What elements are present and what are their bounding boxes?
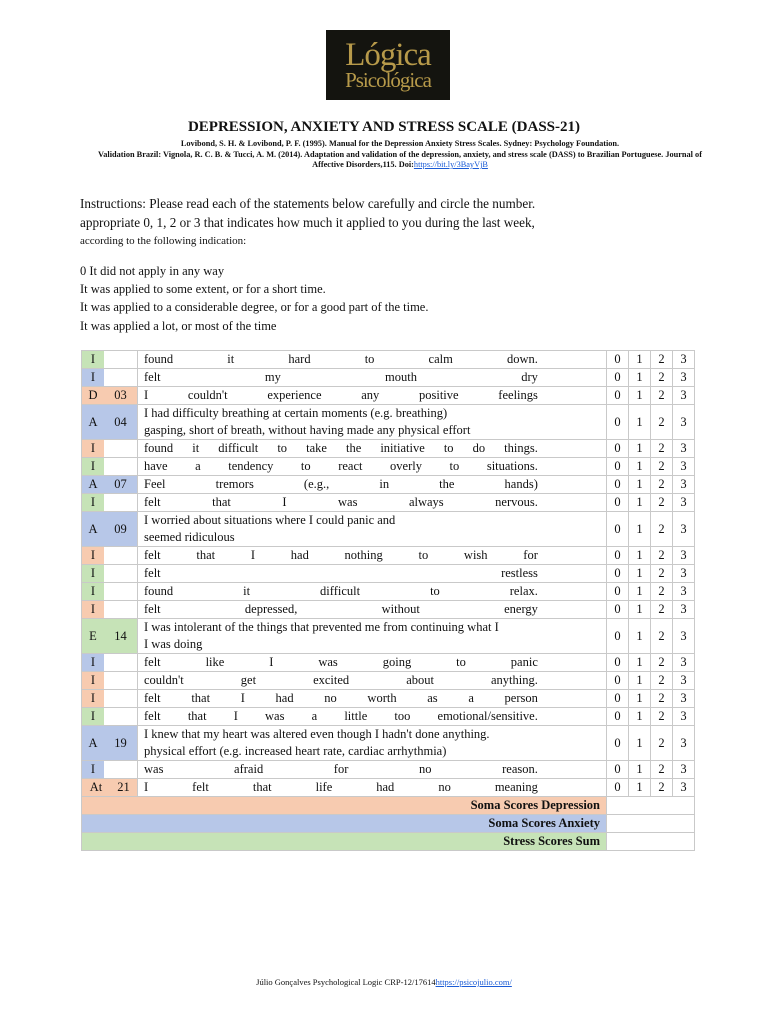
item-code <box>82 601 138 619</box>
answer-option-3[interactable]: 3 <box>673 458 695 476</box>
question-line: have a tendency to react overly to situations. <box>144 459 538 473</box>
score-sum-value[interactable] <box>607 815 695 833</box>
question-text <box>138 672 607 690</box>
question-text <box>138 387 607 405</box>
item-number <box>104 601 137 618</box>
answer-option-3[interactable]: 3 <box>673 565 695 583</box>
item-letter: I <box>82 494 104 511</box>
answer-option-2[interactable]: 2 <box>651 547 673 565</box>
instructions-line-3: according to the following indication: <box>80 235 247 247</box>
answer-option-2[interactable]: 2 <box>651 619 673 654</box>
answer-option-0[interactable]: 0 <box>607 387 629 405</box>
question-text <box>138 690 607 708</box>
answer-option-2[interactable]: 2 <box>651 583 673 601</box>
item-code <box>82 458 138 476</box>
item-code <box>82 690 138 708</box>
answer-option-1[interactable]: 1 <box>629 708 651 726</box>
instructions-line-1: Instructions: Please read each of the statements below carefully and circle the number. <box>80 196 536 211</box>
question-line: felt that I was always nervous. <box>144 495 538 509</box>
answer-option-2[interactable]: 2 <box>651 458 673 476</box>
question-text <box>138 476 607 494</box>
question-row <box>82 583 695 601</box>
question-text <box>138 779 607 797</box>
answer-option-2[interactable]: 2 <box>651 476 673 494</box>
answer-option-1[interactable]: 1 <box>629 405 651 440</box>
answer-option-2[interactable]: 2 <box>651 440 673 458</box>
question-text <box>138 565 607 583</box>
question-text <box>138 583 607 601</box>
answer-option-2[interactable]: 2 <box>651 494 673 512</box>
answer-option-1[interactable]: 1 <box>629 387 651 405</box>
answer-option-3[interactable]: 3 <box>673 619 695 654</box>
answer-option-0[interactable]: 0 <box>607 565 629 583</box>
answer-option-0[interactable]: 0 <box>607 405 629 440</box>
score-sum-row <box>82 815 695 833</box>
item-letter: I <box>82 601 104 618</box>
item-code <box>82 619 138 654</box>
answer-option-2[interactable]: 2 <box>651 761 673 779</box>
item-letter: I <box>82 351 104 368</box>
question-line: felt that I had no worth as a person <box>144 691 538 705</box>
answer-option-3[interactable]: 3 <box>673 690 695 708</box>
item-code <box>82 565 138 583</box>
answer-option-1[interactable]: 1 <box>629 494 651 512</box>
question-line: I had difficulty breathing at certain moments (e.g. breathing) <box>144 406 448 420</box>
question-row <box>82 654 695 672</box>
answer-option-2[interactable]: 2 <box>651 779 673 797</box>
answer-option-1[interactable]: 1 <box>629 672 651 690</box>
answer-option-0[interactable]: 0 <box>607 512 629 547</box>
answer-option-3[interactable]: 3 <box>673 726 695 761</box>
doi-link[interactable]: https://bit.ly/3BayVjB <box>413 160 488 169</box>
answer-option-0[interactable]: 0 <box>607 351 629 369</box>
answer-option-1[interactable]: 1 <box>629 458 651 476</box>
page-title: DEPRESSION, ANXIETY AND STRESS SCALE (DASS-21) <box>187 119 581 135</box>
item-number <box>104 690 137 707</box>
item-code <box>82 369 138 387</box>
question-line: I knew that my heart was altered even though I hadn't done anything. <box>144 727 490 741</box>
answer-option-3[interactable]: 3 <box>673 351 695 369</box>
item-letter: I <box>82 565 104 582</box>
question-text <box>138 369 607 387</box>
reference-line-3 <box>80 160 720 170</box>
logo-line-1: Lógica <box>345 37 431 73</box>
item-number: 09 <box>104 512 137 546</box>
answer-option-3[interactable]: 3 <box>673 494 695 512</box>
item-code <box>82 405 138 440</box>
item-number <box>104 440 137 457</box>
question-text <box>138 708 607 726</box>
score-sum-label: Soma Scores Anxiety <box>82 815 607 833</box>
logo <box>326 30 450 100</box>
answer-option-2[interactable]: 2 <box>651 601 673 619</box>
question-line: felt like I was going to panic <box>144 655 538 669</box>
question-line: felt that I was a little too emotional/sensitive. <box>144 709 538 723</box>
item-letter: I <box>82 369 104 386</box>
question-row <box>82 494 695 512</box>
item-letter: A <box>82 476 104 493</box>
item-number: 03 <box>104 387 137 404</box>
item-number <box>104 708 137 725</box>
answer-option-3[interactable]: 3 <box>673 761 695 779</box>
answer-option-1[interactable]: 1 <box>629 440 651 458</box>
answer-option-2[interactable]: 2 <box>651 726 673 761</box>
score-sum-row <box>82 833 695 851</box>
question-row <box>82 369 695 387</box>
answer-option-3[interactable]: 3 <box>673 369 695 387</box>
item-code <box>82 512 138 547</box>
answer-option-3[interactable]: 3 <box>673 387 695 405</box>
question-line: I worried about situations where I could panic and <box>144 513 396 527</box>
answer-option-1[interactable]: 1 <box>629 619 651 654</box>
question-row <box>82 690 695 708</box>
answer-option-0[interactable]: 0 <box>607 761 629 779</box>
item-code <box>82 761 138 779</box>
answer-option-1[interactable]: 1 <box>629 654 651 672</box>
item-letter: I <box>82 583 104 600</box>
answer-option-3[interactable]: 3 <box>673 405 695 440</box>
score-sum-label: Stress Scores Sum <box>82 833 607 851</box>
question-text <box>138 512 607 547</box>
answer-option-1[interactable]: 1 <box>629 726 651 761</box>
item-number <box>104 761 137 778</box>
question-row <box>82 351 695 369</box>
item-number <box>104 583 137 600</box>
item-code <box>82 351 138 369</box>
item-letter: A <box>82 512 104 546</box>
answer-option-1[interactable]: 1 <box>629 690 651 708</box>
question-text <box>138 440 607 458</box>
answer-option-2[interactable]: 2 <box>651 654 673 672</box>
answer-option-3[interactable]: 3 <box>673 547 695 565</box>
question-line: couldn't get excited about anything. <box>144 673 538 687</box>
item-number: 21 <box>110 779 137 796</box>
item-letter: I <box>82 761 104 778</box>
answer-option-1[interactable]: 1 <box>629 583 651 601</box>
question-line: I was intolerant of the things that prevented me from continuing what I <box>144 620 499 634</box>
question-line: I couldn't experience any positive feelings <box>144 388 538 402</box>
question-line: was afraid for no reason. <box>144 762 538 776</box>
footer-text: Júlio Gonçalves Psychological Logic CRP-12/17614 <box>256 977 436 987</box>
answer-option-0[interactable]: 0 <box>607 440 629 458</box>
answer-option-2[interactable]: 2 <box>651 708 673 726</box>
answer-option-3[interactable]: 3 <box>673 512 695 547</box>
question-line: found it difficult to relax. <box>144 584 538 598</box>
instructions-line-2: appropriate 0, 1, 2 or 3 that indicates how much it applied to you during the last week, <box>80 215 535 230</box>
option-3: It was applied a lot, or most of the time <box>80 318 277 333</box>
answer-option-0[interactable]: 0 <box>607 672 629 690</box>
answer-option-1[interactable]: 1 <box>629 761 651 779</box>
answer-option-3[interactable]: 3 <box>673 654 695 672</box>
question-text <box>138 761 607 779</box>
option-1: It was applied to some extent, or for a short time. <box>80 282 326 297</box>
question-row <box>82 440 695 458</box>
item-letter: I <box>82 654 104 671</box>
answer-option-1[interactable]: 1 <box>629 512 651 547</box>
item-letter: A <box>82 405 104 439</box>
score-sum-label: Soma Scores Depression <box>82 797 607 815</box>
answer-option-3[interactable]: 3 <box>673 601 695 619</box>
item-code <box>82 672 138 690</box>
item-letter: E <box>82 619 104 653</box>
logo-line-2: Psicológica <box>345 68 431 92</box>
item-code <box>82 387 138 405</box>
footer-link[interactable]: https://psicojulio.com/ <box>435 977 512 987</box>
item-code <box>82 476 138 494</box>
answer-option-1[interactable]: 1 <box>629 476 651 494</box>
answer-option-1[interactable]: 1 <box>629 369 651 387</box>
answer-option-2[interactable]: 2 <box>651 512 673 547</box>
question-row <box>82 458 695 476</box>
question-text <box>138 619 607 654</box>
answer-option-0[interactable]: 0 <box>607 726 629 761</box>
item-number <box>104 547 137 564</box>
question-row <box>82 708 695 726</box>
answer-option-0[interactable]: 0 <box>607 619 629 654</box>
item-letter: At <box>82 779 110 796</box>
answer-option-1[interactable]: 1 <box>629 547 651 565</box>
question-row <box>82 565 695 583</box>
item-letter: I <box>82 547 104 564</box>
answer-option-2[interactable]: 2 <box>651 405 673 440</box>
instructions <box>80 194 646 251</box>
question-row <box>82 476 695 494</box>
score-sum-value[interactable] <box>607 833 695 851</box>
item-number <box>104 494 137 511</box>
item-code <box>82 654 138 672</box>
question-line: physical effort (e.g. increased heart rate, cardiac arrhythmia) <box>144 744 447 758</box>
question-row <box>82 405 695 440</box>
question-row <box>82 547 695 565</box>
item-code <box>82 494 138 512</box>
item-number <box>104 654 137 671</box>
question-text <box>138 726 607 761</box>
question-line: gasping, short of breath, without having made any physical effort <box>144 423 471 437</box>
answer-option-0[interactable]: 0 <box>607 654 629 672</box>
question-line: I was doing <box>144 637 203 651</box>
option-0: 0 It did not apply in any way <box>80 264 225 278</box>
item-letter: A <box>82 726 104 760</box>
item-number: 14 <box>104 619 137 653</box>
item-letter: I <box>82 440 104 457</box>
answer-option-3[interactable]: 3 <box>673 779 695 797</box>
answer-option-1[interactable]: 1 <box>629 565 651 583</box>
score-sum-row <box>82 797 695 815</box>
question-text <box>138 458 607 476</box>
answer-option-3[interactable]: 3 <box>673 672 695 690</box>
answer-option-1[interactable]: 1 <box>629 601 651 619</box>
item-letter: I <box>82 708 104 725</box>
question-row <box>82 387 695 405</box>
question-line: I felt that life had no meaning <box>144 780 538 794</box>
question-row <box>82 619 695 654</box>
answer-option-3[interactable]: 3 <box>673 583 695 601</box>
item-letter: D <box>82 387 104 404</box>
question-text <box>138 601 607 619</box>
item-code <box>82 547 138 565</box>
item-letter: I <box>82 690 104 707</box>
footer <box>0 977 768 987</box>
answer-option-0[interactable]: 0 <box>607 369 629 387</box>
answer-option-2[interactable]: 2 <box>651 565 673 583</box>
score-sum-value[interactable] <box>607 797 695 815</box>
answer-option-0[interactable]: 0 <box>607 708 629 726</box>
reference-line-2: Validation Brazil: Vignola, R. C. B. & Tucci, A. M. (2014). Adaptation and validation of the depression, anxiety, and stress scale (DASS) to Brazilian Portuguese. Journal of <box>98 150 702 159</box>
answer-option-0[interactable]: 0 <box>607 476 629 494</box>
answer-option-0[interactable]: 0 <box>607 547 629 565</box>
answer-option-3[interactable]: 3 <box>673 440 695 458</box>
item-code <box>82 779 138 797</box>
answer-option-1[interactable]: 1 <box>629 779 651 797</box>
item-number <box>104 458 137 475</box>
reference-text: Affective Disorders,115. Doi: <box>312 160 414 169</box>
question-line: felt that I had nothing to wish for <box>144 548 538 562</box>
question-line: found it hard to calm down. <box>144 352 538 366</box>
question-line: found it difficult to take the initiative to do things. <box>144 441 538 455</box>
question-text <box>138 494 607 512</box>
answer-option-0[interactable]: 0 <box>607 494 629 512</box>
answer-option-0[interactable]: 0 <box>607 779 629 797</box>
question-row <box>82 512 695 547</box>
question-text <box>138 351 607 369</box>
item-number: 19 <box>104 726 137 760</box>
reference-line-1: Lovibond, S. H. & Lovibond, P. F. (1995). Manual for the Depression Anxiety Stress Scales. Sydney: Psychology Foundation. <box>180 139 620 148</box>
answer-option-2[interactable]: 2 <box>651 351 673 369</box>
answer-option-3[interactable]: 3 <box>673 708 695 726</box>
answer-option-0[interactable]: 0 <box>607 458 629 476</box>
question-line: felt my mouth dry <box>144 370 538 384</box>
item-code <box>82 708 138 726</box>
options-legend <box>80 262 428 335</box>
answer-option-0[interactable]: 0 <box>607 690 629 708</box>
item-code <box>82 726 138 761</box>
item-number <box>104 565 137 582</box>
question-row <box>82 601 695 619</box>
item-letter: I <box>82 672 104 689</box>
item-number: 04 <box>104 405 137 439</box>
item-number <box>104 351 137 368</box>
question-line: felt depressed, without energy <box>144 602 538 616</box>
question-row <box>82 779 695 797</box>
answer-option-0[interactable]: 0 <box>607 583 629 601</box>
question-text <box>138 654 607 672</box>
question-line: felt restless <box>144 566 538 580</box>
question-text <box>138 547 607 565</box>
answer-option-2[interactable]: 2 <box>651 387 673 405</box>
question-line: seemed ridiculous <box>144 530 235 544</box>
question-row <box>82 672 695 690</box>
answer-option-0[interactable]: 0 <box>607 601 629 619</box>
answer-option-2[interactable]: 2 <box>651 369 673 387</box>
answer-option-1[interactable]: 1 <box>629 351 651 369</box>
item-code <box>82 440 138 458</box>
question-text <box>138 405 607 440</box>
item-number <box>104 369 137 386</box>
option-2: It was applied to a considerable degree, or for a good part of the time. <box>80 300 429 315</box>
question-line: Feel tremors (e.g., in the hands) <box>144 477 538 491</box>
item-number <box>104 672 137 689</box>
item-letter: I <box>82 458 104 475</box>
question-row <box>82 761 695 779</box>
question-row <box>82 726 695 761</box>
answer-option-2[interactable]: 2 <box>651 690 673 708</box>
dass-table <box>81 350 695 851</box>
item-number: 07 <box>104 476 137 493</box>
answer-option-2[interactable]: 2 <box>651 672 673 690</box>
answer-option-3[interactable]: 3 <box>673 476 695 494</box>
item-code <box>82 583 138 601</box>
